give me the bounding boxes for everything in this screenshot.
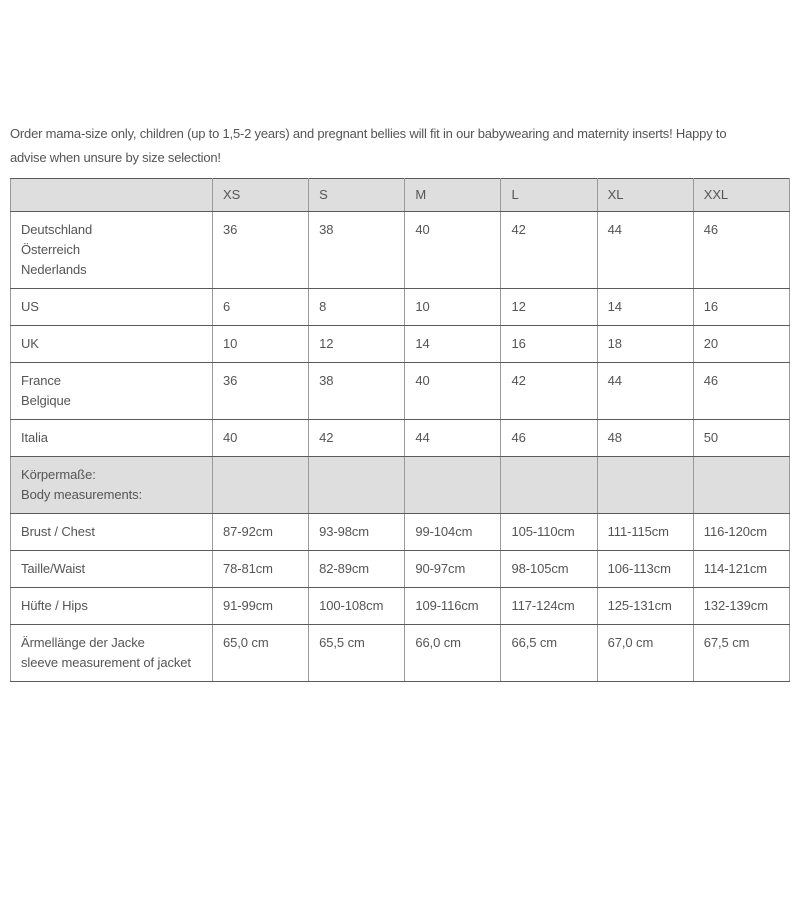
size-value-cell: 46 xyxy=(501,420,597,457)
size-value-cell: 114-121cm xyxy=(693,551,789,588)
column-header-m: M xyxy=(405,179,501,212)
size-value-cell: 91-99cm xyxy=(213,588,309,625)
header-corner-cell xyxy=(11,179,213,212)
size-value-cell: 44 xyxy=(597,212,693,289)
size-value-cell: 20 xyxy=(693,326,789,363)
size-value-cell: 50 xyxy=(693,420,789,457)
row-label-line: Österreich xyxy=(21,242,80,257)
row-label-line: Ärmellänge der Jacke xyxy=(21,635,145,650)
table-row xyxy=(11,326,790,363)
size-value-cell xyxy=(309,457,405,514)
size-value-cell: 40 xyxy=(405,212,501,289)
size-value-cell: 46 xyxy=(693,363,789,420)
row-label xyxy=(11,514,213,551)
size-value-cell: 42 xyxy=(501,212,597,289)
size-value-cell: 100-108cm xyxy=(309,588,405,625)
row-label xyxy=(11,420,213,457)
size-value-cell: 10 xyxy=(405,289,501,326)
intro-text xyxy=(10,122,792,170)
size-value-cell: 106-113cm xyxy=(597,551,693,588)
row-label xyxy=(11,625,213,682)
size-value-cell: 16 xyxy=(693,289,789,326)
size-value-cell: 42 xyxy=(501,363,597,420)
size-table-body xyxy=(11,212,790,682)
size-value-cell: 44 xyxy=(405,420,501,457)
size-value-cell: 66,0 cm xyxy=(405,625,501,682)
size-value-cell xyxy=(597,457,693,514)
column-header-l: L xyxy=(501,179,597,212)
row-label xyxy=(11,457,213,514)
size-value-cell: 98-105cm xyxy=(501,551,597,588)
row-label-line: Taille/Waist xyxy=(21,561,86,576)
row-label-line: Brust / Chest xyxy=(21,524,95,539)
size-value-cell xyxy=(693,457,789,514)
table-row xyxy=(11,625,790,682)
row-label-line: Belgique xyxy=(21,393,71,408)
size-value-cell: 18 xyxy=(597,326,693,363)
row-label xyxy=(11,326,213,363)
size-value-cell: 99-104cm xyxy=(405,514,501,551)
row-label xyxy=(11,588,213,625)
size-value-cell: 40 xyxy=(213,420,309,457)
size-value-cell: 132-139cm xyxy=(693,588,789,625)
size-value-cell: 82-89cm xyxy=(309,551,405,588)
size-value-cell: 36 xyxy=(213,363,309,420)
row-label-line: Italia xyxy=(21,430,48,445)
column-header-xs: XS xyxy=(213,179,309,212)
size-value-cell: 67,0 cm xyxy=(597,625,693,682)
table-row xyxy=(11,289,790,326)
table-row xyxy=(11,363,790,420)
size-value-cell: 14 xyxy=(405,326,501,363)
size-value-cell: 36 xyxy=(213,212,309,289)
row-label-line: US xyxy=(21,299,39,314)
size-value-cell: 111-115cm xyxy=(597,514,693,551)
size-value-cell xyxy=(213,457,309,514)
row-label xyxy=(11,363,213,420)
size-value-cell: 16 xyxy=(501,326,597,363)
size-value-cell: 93-98cm xyxy=(309,514,405,551)
size-value-cell xyxy=(405,457,501,514)
table-row xyxy=(11,514,790,551)
row-label xyxy=(11,212,213,289)
intro-line-1: Order mama-size only, children (up to 1,5-2 years) and pregnant bellies will fit in our babywearing and maternity inserts! Happy to xyxy=(10,126,727,141)
column-header-s: S xyxy=(309,179,405,212)
column-header-xl: XL xyxy=(597,179,693,212)
size-value-cell: 38 xyxy=(309,212,405,289)
size-value-cell: 8 xyxy=(309,289,405,326)
row-label xyxy=(11,551,213,588)
size-table-header-row xyxy=(11,179,790,212)
row-label-line: Hüfte / Hips xyxy=(21,598,88,613)
size-value-cell: 116-120cm xyxy=(693,514,789,551)
size-value-cell: 109-116cm xyxy=(405,588,501,625)
size-value-cell: 65,0 cm xyxy=(213,625,309,682)
size-value-cell: 14 xyxy=(597,289,693,326)
size-value-cell: 90-97cm xyxy=(405,551,501,588)
row-label-line: France xyxy=(21,373,61,388)
size-value-cell: 87-92cm xyxy=(213,514,309,551)
size-value-cell: 105-110cm xyxy=(501,514,597,551)
table-row xyxy=(11,588,790,625)
row-label-line: Nederlands xyxy=(21,262,87,277)
size-value-cell: 67,5 cm xyxy=(693,625,789,682)
size-value-cell: 66,5 cm xyxy=(501,625,597,682)
size-value-cell: 65,5 cm xyxy=(309,625,405,682)
size-value-cell: 40 xyxy=(405,363,501,420)
row-label-line: Körpermaße: xyxy=(21,467,96,482)
table-row xyxy=(11,551,790,588)
table-row xyxy=(11,212,790,289)
size-value-cell: 125-131cm xyxy=(597,588,693,625)
row-label-line: sleeve measurement of jacket xyxy=(21,655,191,670)
size-value-cell: 46 xyxy=(693,212,789,289)
row-label-line: UK xyxy=(21,336,39,351)
size-value-cell: 48 xyxy=(597,420,693,457)
row-label-line: Deutschland xyxy=(21,222,93,237)
size-value-cell: 44 xyxy=(597,363,693,420)
size-value-cell: 6 xyxy=(213,289,309,326)
size-value-cell: 12 xyxy=(501,289,597,326)
size-value-cell: 38 xyxy=(309,363,405,420)
size-chart-table xyxy=(10,178,790,682)
size-value-cell: 78-81cm xyxy=(213,551,309,588)
row-label-line: Body measurements: xyxy=(21,487,143,502)
section-row xyxy=(11,457,790,514)
intro-line-2: advise when unsure by size selection! xyxy=(10,150,221,165)
row-label xyxy=(11,289,213,326)
column-header-xxl: XXL xyxy=(693,179,789,212)
size-value-cell: 10 xyxy=(213,326,309,363)
size-value-cell: 12 xyxy=(309,326,405,363)
size-value-cell: 42 xyxy=(309,420,405,457)
table-row xyxy=(11,420,790,457)
size-value-cell: 117-124cm xyxy=(501,588,597,625)
size-value-cell xyxy=(501,457,597,514)
